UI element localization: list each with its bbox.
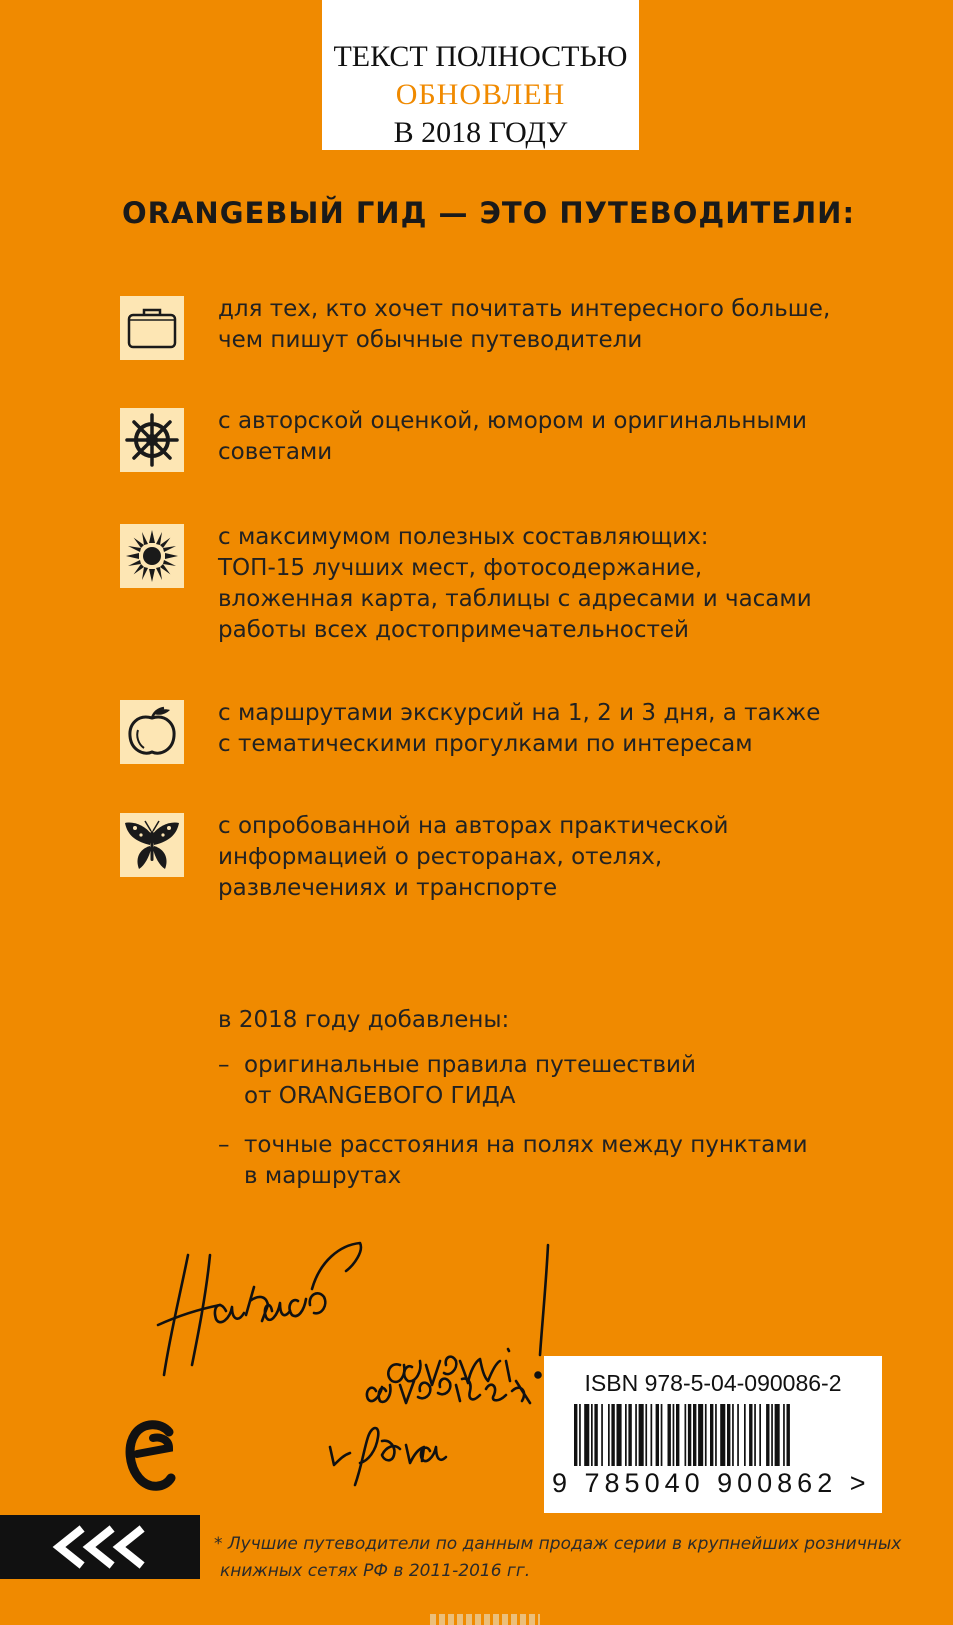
headline: ORANGEВЫЙ ГИД — ЭТО ПУТЕВОДИТЕЛИ: xyxy=(122,196,856,230)
feature-line: с максимумом полезных составляющих: xyxy=(218,524,709,550)
feature-line: развлечениях и транспорте xyxy=(218,875,558,901)
badge-line-2: ОБНОВЛЕН xyxy=(395,78,566,111)
feature-line: для тех, кто хочет почитать интересного больше, xyxy=(218,296,831,322)
additions-line: от ORANGEВОГО ГИДА xyxy=(244,1083,516,1109)
feature-line: с тематическими прогулками по интересам xyxy=(218,731,753,757)
edge-strip xyxy=(430,1614,540,1625)
feature-line: ТОП-15 лучших мест, фотосодержание, xyxy=(218,555,703,581)
list-dash: – xyxy=(218,1052,230,1078)
feature-line: с авторской оценкой, юмором и оригинальными xyxy=(218,408,807,434)
additions-section xyxy=(218,1005,868,1210)
updated-badge xyxy=(322,0,639,150)
feature-line: информацией о ресторанах, отелях, xyxy=(218,844,663,870)
series-chevrons-icon xyxy=(0,1515,200,1579)
feature-line: вложенная карта, таблицы с адресами и часами xyxy=(218,586,812,612)
isbn-barcode-box xyxy=(544,1356,882,1513)
additions-item xyxy=(218,1130,868,1192)
additions-title: в 2018 году добавлены: xyxy=(218,1007,510,1033)
sun-icon xyxy=(120,524,184,588)
feature-line: советами xyxy=(218,439,333,465)
feature-line: с опробованной на авторах практической xyxy=(218,813,729,839)
additions-item xyxy=(218,1050,868,1112)
badge-line-1: ТЕКСТ ПОЛНОСТЬЮ xyxy=(333,40,628,73)
badge-line-3: В 2018 ГОДУ xyxy=(393,116,568,149)
feature-line: чем пишут обычные путеводители xyxy=(218,327,643,353)
suitcase-icon xyxy=(120,296,184,360)
isbn-digits: 9 785040 900862 > xyxy=(552,1468,871,1498)
additions-line: оригинальные правила путешествий xyxy=(244,1052,696,1078)
barcode-icon xyxy=(574,1404,870,1466)
additions-line: в маршрутах xyxy=(244,1163,402,1189)
footnote xyxy=(214,1531,914,1585)
footnote-line: * Лучшие путеводители по данным продаж серии в крупнейших розничных xyxy=(214,1534,902,1554)
publisher-logo-icon xyxy=(125,1418,177,1498)
additions-line: точные расстояния на полях между пунктами xyxy=(244,1132,808,1158)
isbn-label: ISBN 978-5-04-090086-2 xyxy=(584,1370,842,1396)
fruit-icon xyxy=(120,700,184,764)
butterfly-icon xyxy=(120,813,184,877)
feature-line: работы всех достопримечательностей xyxy=(218,617,690,643)
list-dash: – xyxy=(218,1132,230,1158)
handwritten-slogan xyxy=(150,1215,570,1505)
ship-wheel-icon xyxy=(120,408,184,472)
footnote-line: книжных сетях РФ в 2011-2016 гг. xyxy=(220,1561,531,1581)
feature-line: с маршрутами экскурсий на 1, 2 и 3 дня, а также xyxy=(218,700,821,726)
